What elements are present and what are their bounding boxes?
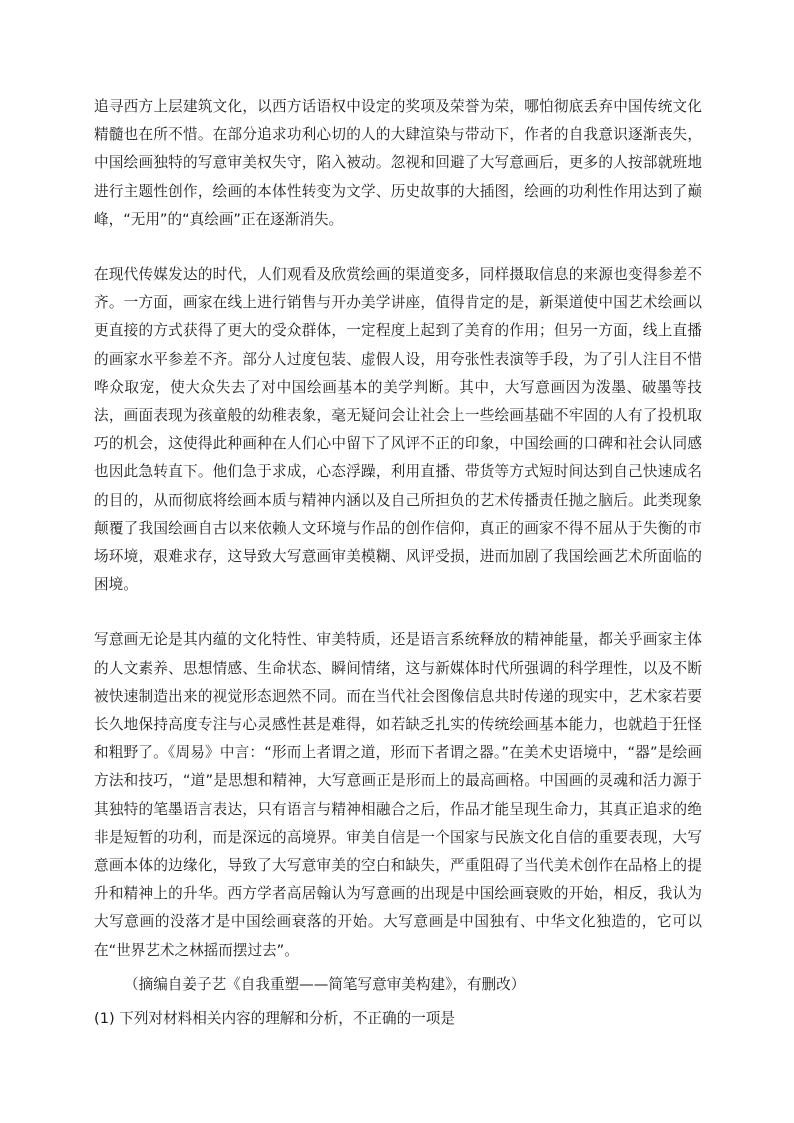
paragraph-2: 在现代传媒发达的时代，人们观看及欣赏绘画的渠道变多，同样摄取信息的来源也变得参差不齐。一方面，画家在线上进行销售与开办美学讲座，值得肯定的是，新渠道使中国艺术绘画以更直接的方式获得了更大的受众群体，一定程度上起到了美育的作用；但另一方面，线上直播的画家水平参差不齐。部分人过度包装、虚假人设，用夸张性表演等手段，为了引人注目不惜哗众取宠，使大众失去了对中国绘画基本的美学判断。其中，大写意画因为泼墨、破墨等技法，画面表现为孩童般的幼稚表象，毫无疑问会让社会上一些绘画基础不牢固的人有了投机取巧的机会，这使得此种画种在人们心中留下了风评不正的印象，中国绘画的口碑和社会认同感也因此急转直下。他们急于求成，心态浮躁，利用直播、带货等方式短时间达到自己快速成名的目的，从而彻底将绘画本质与精神内涵以及自己所担负的艺术传播责任抛之脑后。此类现象颠覆了我国绘画自古以来依赖人文环境与作品的创作信仰，真正的画家不得不屈从于失衡的市场环境，艰难求存，这导致大写意画审美模糊、风评受损，进而加剧了我国绘画艺术所面临的困境。: [94, 266, 702, 594]
source-citation: （摘编自姜子艺《自我重塑——简笔写意审美构建》，有删改）: [124, 975, 526, 993]
paragraph-1: 追寻西方上层建筑文化，以西方话语权中设定的奖项及荣誉为荣，哪怕彻底丢弃中国传统文化精髓也在所不惜。在部分追求功利心切的人的大肆渲染与带动下，作者的自我意识逐渐丧失，中国绘画独特的写意审美权失守，陷入被动。忽视和回避了大写意画后，更多的人按部就班地进行主题性创作，绘画的本体性转变为文学、历史故事的大插图，绘画的功利性作用达到了巅峰，“无用”的“真绘画”正在逐渐消失。: [94, 98, 702, 228]
document-page: [94, 93, 702, 1033]
question-1: (1) 下列对材料相关内容的理解和分析，不正确的一项是: [94, 1010, 455, 1028]
paragraph-3: 写意画无论是其内蕴的文化特性、审美特质，还是语言系统释放的精神能量，都关乎画家主体的人文素养、思想情感、生命状态、瞬间情绪，这与新媒体时代所强调的科学理性，以及不断被快速制造出来的视觉形态迥然不同。而在当代社会图像信息共时传递的现实中，艺术家若要长久地保持高度专注与心灵感性甚是难得，如若缺乏扎实的传统绘画基本能力，也就趋于狂怪和粗野了。《周易》中言：“形而上者谓之道，形而下者谓之器。”在美术史语境中，“器”是绘画方法和技巧，“道”是思想和精神，大写意画正是形而上的最高画格。中国画的灵魂和活力源于其独特的笔墨语言表达，只有语言与精神相融合之后，作品才能呈现生命力，其真正追求的绝非是短暂的功利，而是深远的高境界。审美自信是一个国家与民族文化自信的重要表现，大写意画本体的边缘化，导致了大写意审美的空白和缺失，严重阻碍了当代美术创作在品格上的提升和精神上的升华。西方学者高居翰认为写意画的出现是中国绘画衰败的开始，相反，我认为大写意画的没落才是中国绘画衰落的开始。大写意画是中国独有、中华文化独造的，它可以在“世界艺术之林摇而摆过去”。: [94, 631, 702, 959]
